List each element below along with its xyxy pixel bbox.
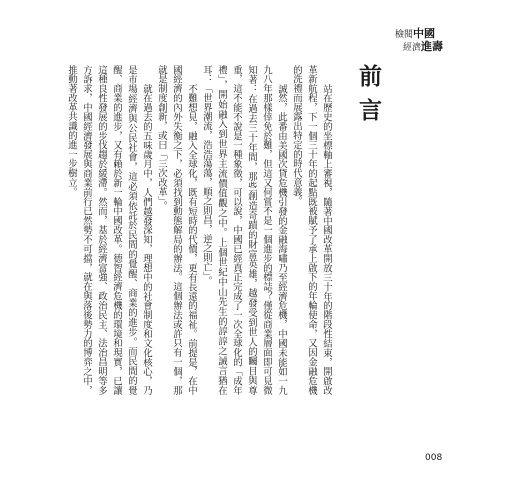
chapter-title: 前言 (355, 64, 382, 132)
body-text (66, 65, 334, 395)
paragraph: 就在過去的五味歲月中，人們越發深知，理想中的社會制度和文化核心，乃是市場經濟與公民社會，這必須依託於民間的覺醒、商業的進步。而民間的覺醒、商業的進步，又有賴於新一輪中國改革。德智經濟危機的環境和現實，已讓這種良性發展的步伐趨於緩滯。然而，基於經濟富強、政治民主、法治昌明等多方訴求，中國經濟發展與商業前行已然勢不可擋，就在與落後勢力的博弈之中，推動著改革共識的進一步樹立。 (66, 65, 152, 395)
page-number: 008 (425, 453, 443, 463)
paragraph: 不難想見，融入全球化，既有短時的代價，更有長遠的福祉。前提是，在中國經濟的內外失衡之下，必須找到動態解局的辦法。這個辦法或許只有一個，那就是制度創新，或曰「三次改革」。 (156, 65, 197, 395)
running-head-line-1 (395, 28, 505, 41)
running-head-prefix-2: 經濟 (403, 43, 422, 53)
running-head-emphasis-1: 中國 (413, 27, 436, 40)
running-head-prefix-1: 檢閱 (395, 30, 414, 40)
paragraph: 誠然，此番由美國次貸危機引發的金融海嘯乃至經濟危機，中國未能如一九九八年那樣倖免於難，但這又何嘗不是一個進步的標誌？僅從商業層面即可見微知著：在過去三十年間，那些創造奇蹟的財富英雄，越發受到世人的矚目與尊重，這不能不說是一種象徵，可以說，中國已經真正完成了一次全球化的「成年禮」，開始融入到世界主流價值觀之中。上個世紀中山先生的諄諄之誡言猶在耳：「世界潮流，浩浩蕩蕩，順之則昌，逆之則亡」。 (201, 65, 287, 395)
paragraph: 站在歷史的坐標軸上審視，隨著中國改革開放三十年的階段性結束，開啟改革新航程，下一個三十年的起點既被賦予了承上啟下的年輪使命，又因金融危機的洗禮而展露出特定的時代意義。 (291, 65, 332, 395)
running-head-line-2 (395, 41, 505, 54)
running-head-emphasis-2: 進壽 (421, 40, 444, 53)
running-head (395, 28, 505, 54)
